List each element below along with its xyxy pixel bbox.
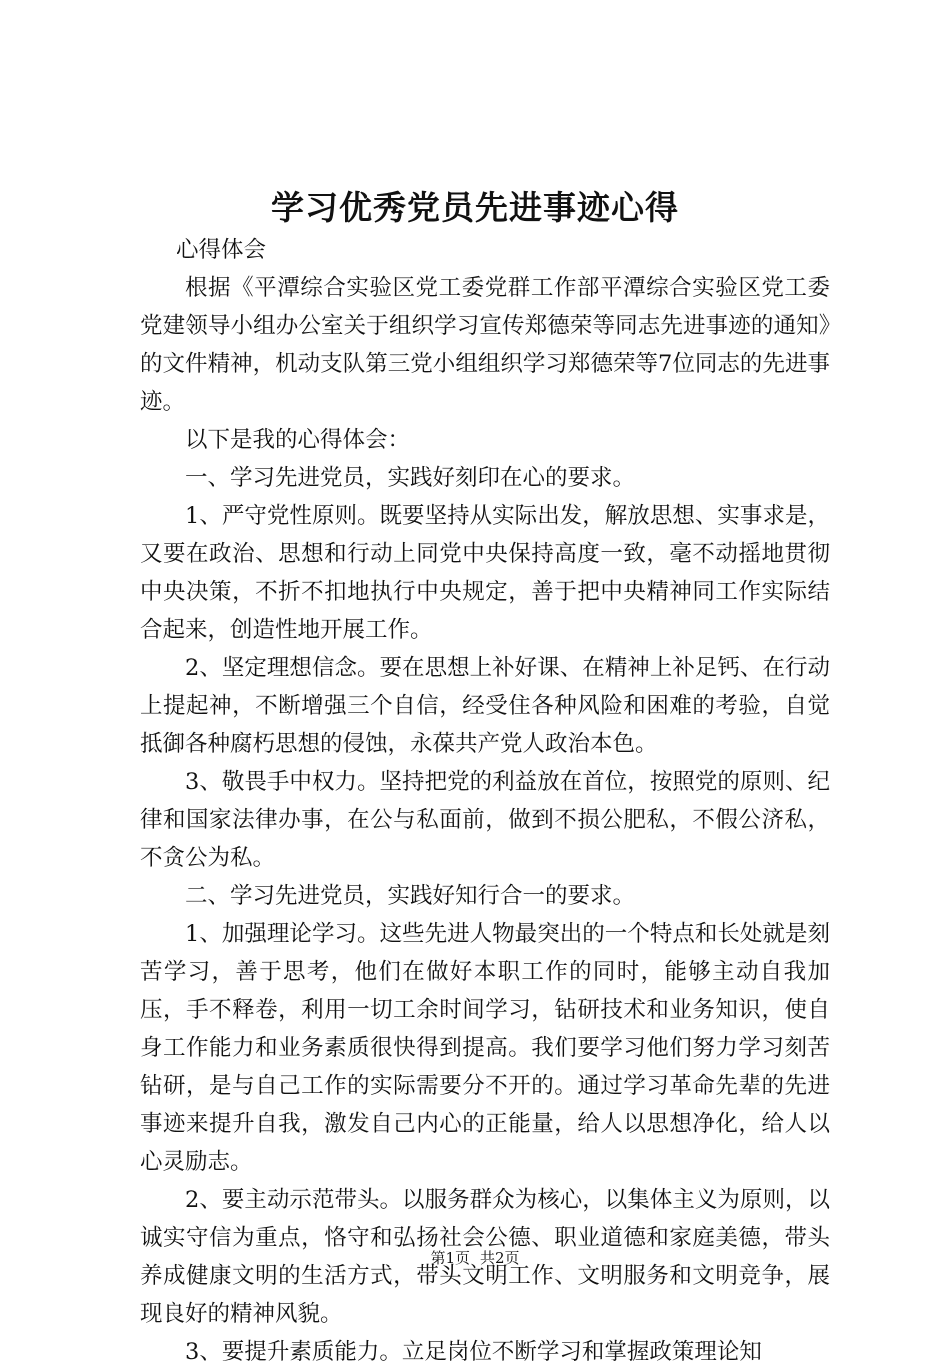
paragraph: 以下是我的心得体会：: [185, 427, 411, 453]
page-total: 共2页: [480, 1249, 520, 1267]
document-body: [140, 231, 830, 1371]
paragraph: 3、要提升素质能力。立足岗位不断学习和掌握政策理论知: [185, 1339, 762, 1365]
document-title: 学习优秀党员先进事迹心得: [271, 188, 679, 227]
paragraph: 1、严守党性原则。既要坚持从实际出发，解放思想、实事求是，又要在政治、思想和行动上同党中央保持高度一致，毫不动摇地贯彻中央决策，不折不扣地执行中央规定，善于把中央精神同工作实际结合起来，创造性地开展工作。: [140, 503, 830, 643]
paragraph: 2、要主动示范带头。以服务群众为核心，以集体主义为原则，以诚实守信为重点，恪守和弘扬社会公德、职业道德和家庭美德，带头养成健康文明的生活方式，带头文明工作、文明服务和文明竞争，展现良好的精神风貌。: [140, 1187, 830, 1327]
paragraph: 1、加强理论学习。这些先进人物最突出的一个特点和长处就是刻苦学习，善于思考，他们在做好本职工作的同时，能够主动自我加压，手不释卷，利用一切工余时间学习，钻研技术和业务知识，使自身工作能力和业务素质很快得到提高。我们要学习他们努力学习刻苦钻研，是与自己工作的实际需要分不开的。通过学习革命先辈的先进事迹来提升自我，激发自己内心的正能量，给人以思想净化，给人以心灵励志。: [140, 921, 830, 1175]
section-heading: 二、学习先进党员，实践好知行合一的要求。: [185, 883, 636, 909]
paragraph: 根据《平潭综合实验区党工委党群工作部平潭综合实验区党工委党建领导小组办公室关于组织学习宣传郑德荣等同志先进事迹的通知》的文件精神，机动支队第三党小组组织学习郑德荣等7位同志的先进事迹。: [140, 275, 830, 415]
section-label: 心得体会: [176, 237, 267, 263]
section-heading: 一、学习先进党员，实践好刻印在心的要求。: [185, 465, 636, 491]
page-number: 第1页: [430, 1249, 470, 1267]
paragraph: 3、敬畏手中权力。坚持把党的利益放在首位，按照党的原则、纪律和国家法律办事，在公与私面前，做到不损公肥私，不假公济私，不贪公为私。: [140, 769, 830, 871]
paragraph: 2、坚定理想信念。要在思想上补好课、在精神上补足钙、在行动上提起神，不断增强三个自信，经受住各种风险和困难的考验，自觉抵御各种腐朽思想的侵蚀，永葆共产党人政治本色。: [140, 655, 830, 757]
page-footer: [0, 1248, 950, 1268]
